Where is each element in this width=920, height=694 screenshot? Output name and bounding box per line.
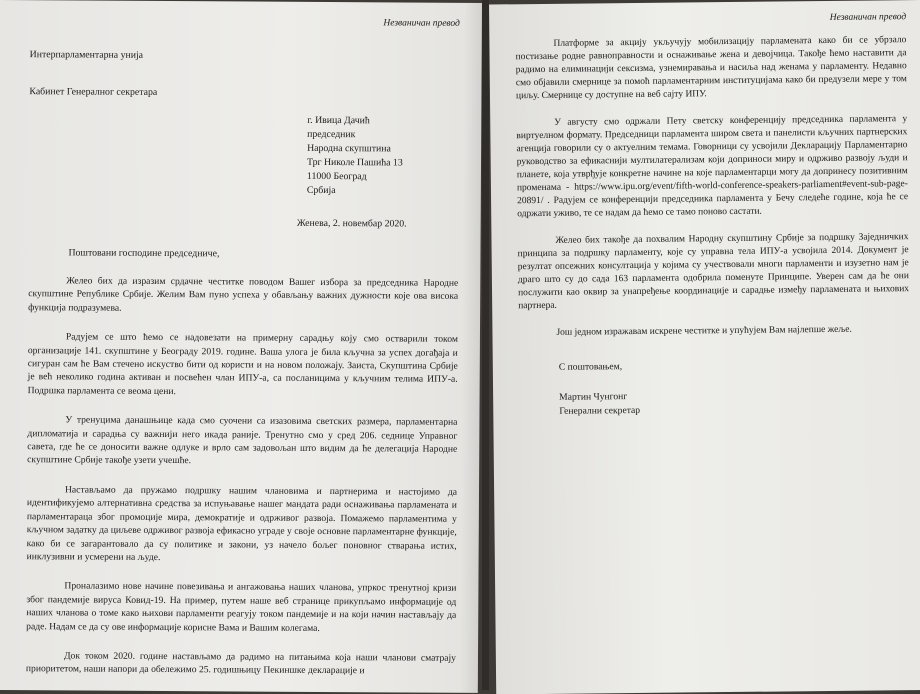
recipient-address (307, 114, 460, 199)
signatory-title: Генерални секретар (559, 404, 641, 417)
recipient-line: Србија (306, 184, 336, 197)
body-paragraph: Платформе за акцију укључују мобилизацију парламената како би се убрзало постизање родне равноправности и оснаживање жена и девојчица. Такође ћемо наставити да радимо на елиминацији сексизма, узнемиравања и насиља над женама у парламенту. Недавно смо објавили смернице за помоћ парламентарним институцијама како би предузели мере у том циљу. Смернице су доступне на веб сајту ИПУ. (515, 35, 907, 102)
closing: С поштовањем, (558, 361, 623, 373)
letter-date: Женева, 2. новембар 2020. (296, 217, 407, 230)
organization-name: Интерпарламентарна унија (29, 49, 144, 61)
body-paragraph: У тренуцима данашњице када смо суочени са изазовима светских размера, парламентарна дипломатија и сарадња су важнији него икада раније. Тренутно смо у сред 206. седнице Управног савета, где ће се доносити важне одлуке и врло сам задовољан што видим да ће делегација Народне скупштине Србије такође узети учешће. (27, 414, 458, 467)
body-paragraph: Настављамо да пружамо подршку нашим члановима и партнерима и настојимо да идентификујемо алтернативна средства за испуњавање нашег мандата ради оснаживања парламената и парламентараца због промоције мира, демократије и одрживог развоја. Помажемо парламентима у кључном задатку да циљеве одрживог развоја ефикасно уграде у своје основне парламентарне функције, како би се загарантовало да су политике и закони, уз начело бољег поновног стварања истих, инклузивни и усмерени на људе. (26, 484, 458, 563)
body-paragraph: Желео бих да изразим срдачне честитке поводом Вашег избора за председника Народне скупштине Републике Србије. Желим Вам пуно успеха у обављању важних дужности које ова висока функција подразумева. (28, 275, 459, 314)
signature-block (559, 387, 910, 419)
page-gap (482, 0, 489, 690)
recipient-line: 11000 Београд (306, 170, 367, 183)
cabinet-name: Кабинет Генералног секретара (29, 86, 158, 98)
body-paragraph: Док током 2020. године настављамо да радимо на питањима која наши чланови сматрају приоритетом, наши напори да обележимо 25. годишњицу Пекиншке декларације и (25, 650, 457, 677)
body-paragraph: Радујем се што ћемо се надовезати на примерну сарадњу коју смо остварили током организације 141. скупштине у Београду 2019. године. Ваша улога је била кључна за успех догађаја и сигуран сам ће Вам стечено искуство бити од користи и на новом положају. Заиста, Скупштина Србије је већ неколико година активан и посвећен члан ИПУ-а, са посланицима у кључним телима ИПУ-а. Подршка парламента се веома цени. (27, 331, 458, 397)
recipient-line: председник (307, 128, 356, 141)
unofficial-translation-header: Незваничан превод (383, 18, 460, 29)
recipient-line: Народна скупштина (307, 142, 391, 155)
recipient-line: Трг Николе Пашића 13 (306, 156, 403, 169)
recipient-line: г. Ивица Дачић (307, 114, 370, 127)
unofficial-translation-header: Незваничан превод (829, 12, 907, 23)
body-paragraph: Желео бих такође да похвалим Народну скупштину Србије за подршку Заједничких принципа за подршку парламенту, које су управна тела ИПУ-а усвојила 2014. Документ је резултат опсежних консултација у којима су учествовали многи парламенти и изузетно нам је драго што су до сада 163 парламента одобрила поменуте Принципе. Уверен сам да ће они послужити као оквир за унапређење координације и сарадње између парламената и њихових партнера. (517, 232, 910, 312)
letter-page-right (489, 0, 920, 694)
body-paragraph: Проналазимо нове начине повезивања и ангажовања наших чланова, упркос тренутној кризи због пандемије вируса Ковид-19. На пример, путем наше веб странице прикупљамо информације од наших чланова о томе како њихови парламенти реагују током пандемије и на који начин настављају да раде. Надам се да су ове информације корисне Вама и Вашим колегама. (26, 580, 457, 634)
salutation: Поштовани господине председниче, (68, 247, 220, 260)
signatory-name: Мартин Чунгонг (559, 391, 628, 403)
body-paragraph: Још једном изражавам искрене честитке и упућујем Вам најлепше жеље. (556, 324, 852, 338)
page-fold-shadow (460, 3, 482, 693)
body-paragraph: У августу смо одржали Пету светску конференцију председника парламента у виртуелном формату. Председници парламента широм света и панелисти кључних партнерских агенција говорили су о актуелним темама. Говорници су усвојили Декларацију Парламентарно руководство за ефикаснији мултилатерализам који доприноси миру и одрживо развоју људи и планете, која утврђује конкретне начине на које парламентарци могу да допринесу позитивним променама - https://www.ipu.org/event/fifth-world-conference-speakers-parliament#event-sub-page-20891/ . Радујем се конференцији председника парламента у Бечу следеће године, која ће се одржати уживо, те се надам да ћемо се тамо поново састати. (516, 114, 909, 220)
